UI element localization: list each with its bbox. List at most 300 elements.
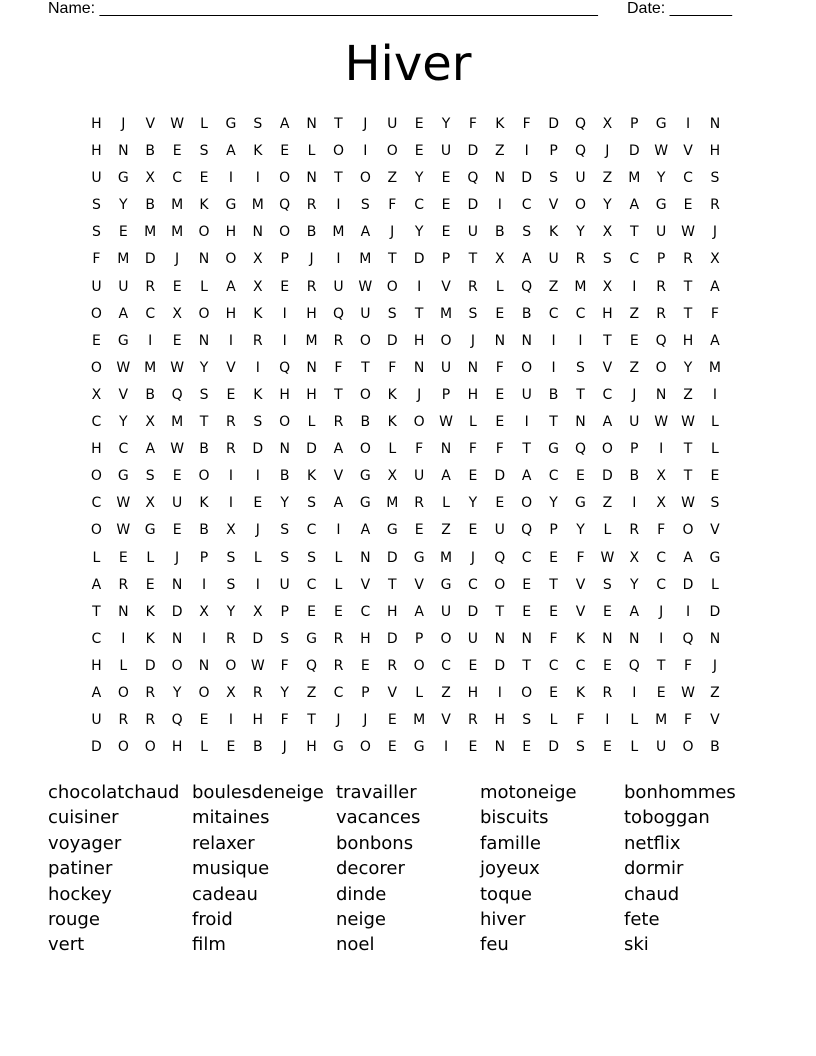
grid-letter: I bbox=[228, 332, 233, 349]
grid-letter: G bbox=[144, 522, 156, 539]
grid-letter: Z bbox=[629, 359, 640, 376]
grid-letter: T bbox=[629, 224, 639, 241]
word-list-item: bonbons bbox=[336, 832, 414, 854]
grid-letter: D bbox=[91, 739, 102, 756]
grid-letter: E bbox=[307, 603, 316, 620]
grid-letter: O bbox=[144, 739, 156, 756]
grid-letter: G bbox=[709, 549, 721, 566]
grid-letter: A bbox=[118, 305, 129, 322]
grid-letter: F bbox=[495, 359, 504, 376]
grid-letter: C bbox=[548, 305, 559, 322]
grid-letter: O bbox=[198, 224, 210, 241]
grid-letter: J bbox=[282, 739, 287, 756]
grid-letter: R bbox=[118, 576, 129, 593]
grid-letter: E bbox=[629, 332, 639, 349]
grid-letter: C bbox=[548, 657, 559, 674]
grid-letter: F bbox=[684, 657, 693, 674]
grid-letter: K bbox=[145, 603, 155, 620]
word-list-item: froid bbox=[192, 908, 233, 930]
grid-letter: F bbox=[522, 116, 531, 132]
grid-letter: S bbox=[253, 414, 263, 431]
grid-letter: T bbox=[683, 441, 693, 458]
grid-letter: Q bbox=[332, 305, 344, 322]
grid-letter: E bbox=[414, 116, 424, 132]
grid-letter: R bbox=[226, 414, 236, 431]
grid-letter: Y bbox=[199, 359, 209, 376]
grid-letter: Q bbox=[682, 630, 694, 647]
grid-letter: W bbox=[170, 116, 185, 132]
grid-letter: D bbox=[467, 197, 479, 214]
grid-letter: I bbox=[255, 170, 260, 187]
grid-letter: N bbox=[171, 576, 183, 593]
grid-letter: O bbox=[332, 143, 344, 160]
grid-letter: Q bbox=[467, 170, 479, 187]
grid-letter: X bbox=[710, 251, 720, 268]
grid-letter: U bbox=[387, 116, 398, 132]
grid-letter: J bbox=[336, 712, 341, 729]
grid-letter: O bbox=[682, 739, 694, 756]
grid-letter: M bbox=[305, 332, 318, 349]
grid-letter: B bbox=[548, 386, 559, 403]
grid-letter: A bbox=[91, 576, 102, 593]
grid-letter: Y bbox=[119, 414, 128, 431]
grid-letter: N bbox=[252, 224, 264, 241]
grid-letter: C bbox=[521, 197, 532, 214]
grid-letter: D bbox=[494, 468, 506, 485]
grid-letter: S bbox=[522, 712, 532, 729]
grid-letter: I bbox=[632, 278, 637, 295]
grid-letter: F bbox=[576, 712, 585, 729]
grid-letter: P bbox=[280, 251, 289, 268]
grid-letter: O bbox=[440, 332, 452, 349]
word-list-item: cuisiner bbox=[48, 807, 119, 829]
grid-letter: U bbox=[279, 576, 290, 593]
grid-letter: C bbox=[91, 630, 102, 647]
grid-letter: S bbox=[145, 468, 155, 485]
grid-letter: U bbox=[440, 603, 452, 620]
grid-letter: E bbox=[522, 739, 532, 756]
grid-letter: W bbox=[170, 359, 185, 376]
grid-letter: M bbox=[413, 712, 426, 729]
grid-letter: T bbox=[683, 305, 693, 322]
grid-letter: S bbox=[360, 197, 370, 214]
grid-letter: C bbox=[91, 414, 102, 431]
grid-letter: T bbox=[603, 332, 612, 349]
grid-letter: I bbox=[282, 305, 287, 322]
grid-letter: D bbox=[467, 143, 479, 160]
word-list-item: bonhommes bbox=[624, 782, 736, 803]
grid-letter: G bbox=[117, 332, 129, 349]
grid-letter: X bbox=[91, 386, 102, 403]
word-list-item: ski bbox=[624, 934, 649, 956]
grid-letter: F bbox=[495, 441, 504, 458]
grid-letter: C bbox=[521, 549, 532, 566]
grid-letter: O bbox=[225, 657, 237, 674]
grid-letter: U bbox=[440, 359, 452, 376]
grid-letter: C bbox=[414, 197, 425, 214]
grid-letter: E bbox=[495, 386, 505, 403]
header-row bbox=[48, 0, 748, 20]
grid-letter: O bbox=[359, 739, 371, 756]
grid-letter: I bbox=[228, 495, 233, 512]
grid-letter: B bbox=[629, 468, 640, 485]
grid-letter: Y bbox=[414, 224, 424, 241]
grid-letter: P bbox=[630, 116, 639, 132]
grid-letter: O bbox=[440, 630, 452, 647]
grid-letter: Q bbox=[655, 332, 667, 349]
grid-letter: P bbox=[199, 549, 209, 566]
grid-letter: E bbox=[253, 495, 263, 512]
grid-letter: E bbox=[549, 549, 559, 566]
grid-letter: R bbox=[575, 251, 586, 268]
grid-letter: X bbox=[602, 278, 613, 295]
grid-letter: H bbox=[602, 305, 613, 322]
grid-letter: K bbox=[575, 630, 586, 647]
grid-letter: F bbox=[657, 522, 666, 539]
grid-letter: I bbox=[228, 170, 233, 187]
grid-letter: X bbox=[602, 116, 613, 132]
grid-letter: G bbox=[117, 170, 129, 187]
grid-letter: D bbox=[386, 630, 398, 647]
grid-letter: I bbox=[336, 197, 341, 214]
grid-letter: D bbox=[306, 441, 317, 458]
grid-letter: G bbox=[413, 549, 425, 566]
grid-letter: U bbox=[360, 305, 371, 322]
grid-letter: H bbox=[494, 712, 506, 729]
grid-letter: T bbox=[522, 657, 531, 674]
grid-letter: O bbox=[413, 414, 425, 431]
grid-letter: A bbox=[521, 251, 532, 268]
grid-letter: E bbox=[468, 739, 478, 756]
grid-letter: B bbox=[252, 739, 263, 756]
grid-letter: R bbox=[252, 332, 263, 349]
grid-letter: S bbox=[253, 116, 263, 132]
grid-letter: M bbox=[171, 197, 184, 214]
word-list-item: dinde bbox=[336, 883, 387, 905]
word-list-item: boulesdeneige bbox=[192, 782, 324, 803]
grid-letter: J bbox=[659, 603, 664, 620]
grid-letter: L bbox=[200, 278, 208, 295]
word-list-item: noel bbox=[336, 934, 375, 956]
grid-letter: A bbox=[360, 224, 371, 241]
grid-letter: A bbox=[521, 468, 532, 485]
grid-letter: Y bbox=[226, 603, 236, 620]
grid-letter: E bbox=[118, 549, 128, 566]
grid-letter: F bbox=[388, 359, 397, 376]
grid-letter: Z bbox=[548, 278, 559, 295]
grid-letter: C bbox=[548, 468, 559, 485]
grid-letter: P bbox=[549, 143, 558, 160]
grid-letter: I bbox=[363, 143, 368, 160]
grid-letter: W bbox=[116, 495, 131, 512]
grid-letter: U bbox=[440, 143, 452, 160]
grid-letter: R bbox=[387, 657, 398, 674]
grid-letter: K bbox=[145, 630, 155, 647]
grid-letter: N bbox=[709, 630, 721, 647]
grid-letter: U bbox=[414, 468, 425, 485]
grid-letter: E bbox=[334, 603, 343, 620]
grid-letter: I bbox=[578, 332, 583, 349]
grid-letter: T bbox=[549, 576, 558, 593]
grid-letter: R bbox=[414, 495, 424, 512]
grid-letter: F bbox=[280, 657, 289, 674]
grid-letter: E bbox=[387, 712, 397, 729]
grid-letter: N bbox=[198, 251, 210, 268]
grid-letter: S bbox=[522, 224, 532, 241]
name-field-label: Name: ________________________________________________________ bbox=[48, 0, 598, 17]
grid-letter: A bbox=[91, 684, 102, 701]
grid-letter: L bbox=[469, 414, 477, 431]
grid-letter: Y bbox=[172, 684, 182, 701]
grid-letter: O bbox=[386, 278, 398, 295]
grid-letter: S bbox=[280, 549, 290, 566]
grid-letter: F bbox=[710, 305, 719, 322]
grid-letter: N bbox=[709, 116, 721, 132]
grid-letter: T bbox=[495, 603, 505, 620]
grid-letter: O bbox=[117, 739, 129, 756]
grid-letter: I bbox=[336, 522, 341, 539]
grid-letter: U bbox=[171, 495, 183, 512]
grid-letter: L bbox=[442, 495, 450, 512]
grid-letter: T bbox=[414, 305, 424, 322]
grid-letter: V bbox=[441, 278, 451, 295]
grid-letter: S bbox=[602, 251, 612, 268]
grid-letter: Z bbox=[306, 684, 317, 701]
grid-letter: L bbox=[711, 576, 719, 593]
grid-letter: E bbox=[414, 522, 424, 539]
grid-letter: N bbox=[494, 170, 506, 187]
grid-letter: Y bbox=[468, 495, 478, 512]
grid-letter: T bbox=[549, 414, 558, 431]
word-list-item: film bbox=[192, 934, 226, 956]
grid-letter: B bbox=[306, 224, 317, 241]
grid-letter: C bbox=[602, 386, 613, 403]
grid-letter: A bbox=[414, 603, 424, 620]
grid-letter: V bbox=[226, 359, 236, 376]
grid-letter: X bbox=[387, 468, 398, 485]
grid-letter: U bbox=[548, 251, 559, 268]
grid-letter: O bbox=[90, 522, 102, 539]
word-list-item: chaud bbox=[624, 883, 680, 905]
grid-letter: F bbox=[415, 441, 424, 458]
grid-letter: J bbox=[712, 657, 717, 674]
grid-letter: Q bbox=[574, 441, 586, 458]
grid-letter: N bbox=[306, 116, 317, 132]
page-title: Hiver bbox=[344, 36, 472, 92]
word-list-item: toque bbox=[480, 883, 532, 905]
grid-letter: O bbox=[198, 305, 210, 322]
grid-letter: M bbox=[574, 278, 587, 295]
grid-letter: O bbox=[386, 143, 398, 160]
grid-letter: D bbox=[548, 116, 559, 132]
grid-letter: L bbox=[146, 549, 155, 566]
grid-letter: S bbox=[576, 359, 585, 376]
word-list-item: patiner bbox=[48, 858, 113, 880]
grid-letter: M bbox=[439, 549, 453, 566]
grid-letter: I bbox=[524, 414, 529, 431]
grid-letter: X bbox=[602, 224, 613, 241]
grid-letter: E bbox=[495, 305, 505, 322]
grid-letter: O bbox=[359, 170, 371, 187]
word-list-item: rouge bbox=[48, 908, 100, 930]
grid-letter: E bbox=[549, 603, 559, 620]
grid-letter: R bbox=[683, 251, 693, 268]
grid-letter: T bbox=[468, 251, 478, 268]
grid-letter: W bbox=[600, 549, 615, 566]
grid-letter: J bbox=[309, 251, 314, 268]
grid-letter: K bbox=[253, 305, 263, 322]
grid-letter: E bbox=[226, 386, 236, 403]
word-list-item: vert bbox=[48, 934, 85, 956]
grid-letter: Z bbox=[441, 522, 451, 539]
grid-letter: U bbox=[656, 739, 667, 756]
grid-letter: L bbox=[711, 441, 719, 458]
grid-letter: X bbox=[252, 251, 263, 268]
grid-letter: M bbox=[171, 224, 184, 241]
grid-letter: Q bbox=[279, 197, 291, 214]
grid-letter: M bbox=[117, 251, 130, 268]
grid-letter: E bbox=[199, 170, 209, 187]
grid-letter: C bbox=[306, 522, 317, 539]
word-list-item: decorer bbox=[336, 858, 405, 880]
grid-letter: W bbox=[681, 224, 695, 241]
grid-letter: S bbox=[710, 495, 720, 512]
grid-letter: V bbox=[333, 468, 344, 485]
date-field-label: Date: _______ bbox=[627, 0, 732, 17]
grid-letter: C bbox=[145, 305, 156, 322]
grid-letter: Y bbox=[441, 116, 451, 132]
grid-letter: H bbox=[306, 386, 317, 403]
grid-letter: F bbox=[549, 630, 558, 647]
grid-letter: X bbox=[252, 603, 263, 620]
grid-letter: F bbox=[468, 441, 477, 458]
grid-letter: M bbox=[332, 224, 345, 241]
grid-letter: F bbox=[334, 359, 343, 376]
grid-letter: I bbox=[228, 468, 233, 485]
grid-letter: C bbox=[575, 657, 586, 674]
grid-letter: Z bbox=[629, 305, 640, 322]
grid-letter: P bbox=[441, 251, 451, 268]
grid-letter: R bbox=[226, 630, 236, 647]
grid-letter: O bbox=[521, 684, 533, 701]
grid-letter: Q bbox=[521, 278, 533, 295]
grid-letter: V bbox=[683, 143, 693, 160]
grid-letter: V bbox=[575, 576, 586, 593]
grid-letter: O bbox=[279, 414, 291, 431]
grid-letter: X bbox=[226, 684, 236, 701]
word-list-item: dormir bbox=[624, 858, 684, 880]
grid-letter: L bbox=[334, 549, 343, 566]
word-list-item: joyeux bbox=[480, 858, 540, 880]
grid-letter: K bbox=[495, 116, 505, 132]
grid-letter: O bbox=[198, 684, 210, 701]
grid-letter: E bbox=[280, 143, 290, 160]
grid-letter: N bbox=[655, 386, 667, 403]
grid-letter: Y bbox=[280, 495, 289, 512]
grid-letter: N bbox=[171, 630, 183, 647]
grid-letter: A bbox=[360, 522, 371, 539]
word-list-item: hockey bbox=[48, 883, 112, 905]
grid-letter: J bbox=[470, 549, 475, 566]
grid-letter: S bbox=[387, 305, 397, 322]
word-list-item: hiver bbox=[480, 908, 526, 930]
grid-letter: X bbox=[656, 468, 666, 485]
grid-letter: K bbox=[253, 386, 263, 403]
grid-letter: C bbox=[172, 170, 182, 187]
grid-letter: E bbox=[468, 468, 478, 485]
grid-letter: N bbox=[360, 549, 371, 566]
grid-letter: Q bbox=[171, 386, 183, 403]
grid-letter: L bbox=[200, 116, 208, 132]
grid-letter: O bbox=[225, 251, 237, 268]
grid-letter: S bbox=[92, 197, 101, 214]
word-list bbox=[48, 780, 768, 958]
grid-letter: R bbox=[333, 332, 344, 349]
grid-letter: H bbox=[91, 657, 102, 674]
grid-letter: Z bbox=[602, 170, 613, 187]
grid-letter: N bbox=[118, 603, 129, 620]
grid-letter: E bbox=[710, 468, 720, 485]
grid-letter: G bbox=[655, 116, 667, 132]
grid-letter: E bbox=[495, 414, 505, 431]
grid-letter: C bbox=[306, 576, 317, 593]
grid-letter: I bbox=[685, 603, 691, 620]
grid-letter: R bbox=[710, 197, 720, 214]
grid-letter: J bbox=[712, 224, 717, 241]
grid-letter: E bbox=[414, 143, 424, 160]
grid-letter: N bbox=[118, 143, 129, 160]
grid-letter: E bbox=[172, 468, 182, 485]
grid-letter: Z bbox=[495, 143, 505, 160]
grid-letter: C bbox=[656, 549, 667, 566]
grid-letter: V bbox=[360, 576, 371, 593]
grid-letter: R bbox=[333, 630, 344, 647]
grid-letter: N bbox=[494, 630, 506, 647]
grid-letter: A bbox=[683, 549, 693, 566]
grid-letter: W bbox=[681, 495, 695, 512]
word-list-item: motoneige bbox=[480, 782, 577, 803]
grid-letter: I bbox=[255, 359, 260, 376]
grid-letter: H bbox=[225, 224, 237, 241]
grid-letter: I bbox=[551, 332, 556, 349]
grid-letter: K bbox=[387, 414, 397, 431]
grid-letter: L bbox=[495, 278, 504, 295]
grid-letter: H bbox=[252, 712, 264, 729]
grid-letter: R bbox=[145, 684, 156, 701]
grid-letter: E bbox=[522, 603, 532, 620]
grid-letter: B bbox=[145, 386, 156, 403]
grid-letter: O bbox=[117, 684, 129, 701]
grid-letter: O bbox=[279, 170, 291, 187]
grid-letter: L bbox=[388, 441, 397, 458]
grid-letter: C bbox=[683, 170, 693, 187]
grid-letter: A bbox=[226, 278, 236, 295]
word-list-item: vacances bbox=[336, 807, 421, 829]
grid-letter: E bbox=[226, 739, 236, 756]
grid-letter: H bbox=[225, 305, 237, 322]
grid-letter: O bbox=[359, 386, 371, 403]
grid-letter: Q bbox=[171, 712, 183, 729]
grid-letter: O bbox=[682, 522, 694, 539]
grid-letter: X bbox=[226, 522, 236, 539]
word-list-item: famille bbox=[480, 832, 541, 854]
grid-letter: H bbox=[709, 143, 721, 160]
grid-letter: X bbox=[495, 251, 505, 268]
grid-letter: I bbox=[417, 278, 422, 295]
grid-letter: O bbox=[655, 359, 667, 376]
grid-letter: A bbox=[145, 441, 156, 458]
grid-letter: H bbox=[467, 684, 479, 701]
